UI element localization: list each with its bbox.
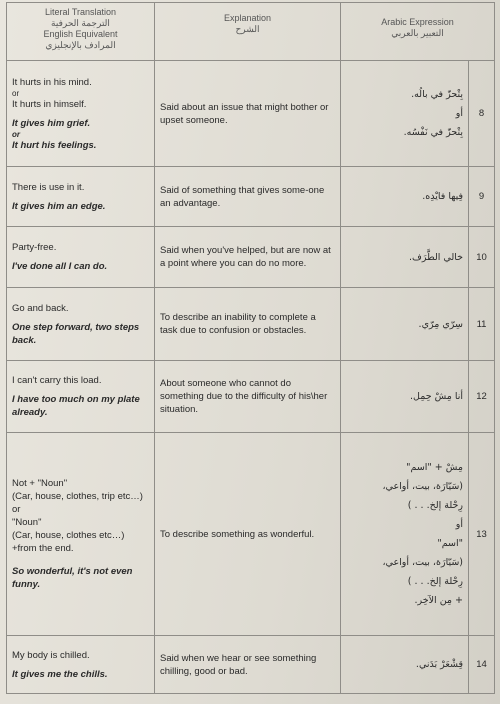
row-number: 11 [469,288,495,361]
literal-text: It hurts in his mind. [12,76,92,88]
table-row [7,167,495,227]
arabic-text: "اسم" [437,538,463,549]
literal-cell [7,167,155,227]
equivalent-text: It hurt his feelings. [12,139,97,151]
literal-text: My body is chilled. [12,649,90,661]
arabic-text: خالي الطَّرَف. [408,251,463,263]
arabic-text: رِحْلة إلخ. . . ) [407,576,463,587]
table-row [7,361,495,433]
arabic-cell [341,227,469,288]
or-text: or [12,129,20,139]
literal-header-ar: الترجمة الحرفية [51,18,110,28]
explanation-cell: Said when you've helped, but are now at a point where you can do no more. [155,227,341,288]
equivalent-text: One step forward, two steps back. [12,321,140,346]
row-number: 14 [469,636,495,694]
literal-cell [7,636,155,694]
arabic-text: + مِن الآخِر. [414,595,463,606]
explanation-header-ar: الشرح [235,24,260,34]
literal-header-en: Literal Translation [44,7,117,17]
table-row [7,433,495,636]
literal-header [7,3,155,61]
literal-text: Not + "Noun" [12,478,68,489]
literal-text: (Car, house, clothes etc…) +from the end. [12,530,125,554]
explanation-cell: Said about an issue that might bother or upset someone. [155,61,341,167]
arabic-cell [341,361,469,433]
row-number: 8 [469,61,495,167]
explanation-header [155,3,341,61]
literal-text: I can't carry this load. [12,375,102,386]
literal-text: It hurts in himself. [12,98,87,110]
arabic-header-en: Arabic Expression [381,17,454,27]
equivalent-header-en: English Equivalent [43,29,118,39]
literal-text: Party-free. [12,242,57,253]
arabic-text: بِتْحزّ في بالُه. [411,89,463,100]
equivalent-header-ar: المرادف بالإنجليزي [45,40,116,50]
or-text: or [12,88,20,98]
arabic-text: رِحْلة إلخ. . . ) [407,500,463,511]
equivalent-text: I have too much on my plate already. [12,394,140,418]
arabic-cell [341,636,469,694]
explanation-cell: To describe an inability to complete a task due to confusion or obstacles. [155,288,341,361]
explanation-cell: About someone who cannot do something due to the difficulty of his\her situation. [155,361,341,433]
literal-cell [7,227,155,288]
row-number: 10 [469,227,495,288]
arabic-text: فِيها فايْدِه. [422,191,463,202]
literal-cell [7,433,155,636]
arabic-cell [341,288,469,361]
header-row [7,3,495,61]
literal-text: There is use in it. [12,181,85,193]
literal-text: "Noun" [12,517,42,528]
table-row [7,61,495,167]
arabic-text: مِشْ + "اسم" [406,462,463,473]
equivalent-text: It gives him grief. [12,117,91,129]
literal-text: Go and back. [12,302,69,314]
table-row [7,288,495,361]
literal-text: or [12,504,21,515]
equivalent-text: It gives me the chills. [12,668,108,680]
literal-cell [7,361,155,433]
literal-cell [7,288,155,361]
row-number: 12 [469,361,495,433]
arabic-cell [341,61,469,167]
arabic-text: (سَيّارَة، بيت، أواعي، [382,481,463,492]
table-row [7,227,495,288]
arabic-text: (سَيّارَة، بيت، أواعي، [382,557,463,568]
idioms-table [6,2,495,694]
table-row [7,636,495,694]
arabic-text: سِرّي مِرّي. [418,318,463,330]
equivalent-text: So wonderful, it's not even funny. [12,566,133,590]
arabic-text: بِتْحزّ في نَفْسُه. [403,127,463,138]
equivalent-text: It gives him an edge. [12,200,106,212]
row-number: 13 [469,433,495,636]
arabic-cell [341,167,469,227]
arabic-text: أو [455,519,463,530]
literal-text: (Car, house, clothes, trip etc…) [12,491,143,502]
arabic-header [341,3,495,61]
arabic-text: أنا مِشْ حِمِل. [410,391,463,402]
equivalent-text: I've done all I can do. [12,261,108,272]
row-number: 9 [469,167,495,227]
arabic-text: أو [455,108,463,119]
explanation-cell: Said when we hear or see something chilling, good or bad. [155,636,341,694]
arabic-header-ar: التعبير بالعربي [391,28,444,38]
literal-cell [7,61,155,167]
arabic-text: قِشْعَرْ بَدَني. [415,659,463,670]
arabic-cell [341,433,469,636]
explanation-header-en: Explanation [223,13,272,23]
explanation-cell: To describe something as wonderful. [155,433,341,636]
explanation-cell: Said of something that gives some-one an advantage. [155,167,341,227]
